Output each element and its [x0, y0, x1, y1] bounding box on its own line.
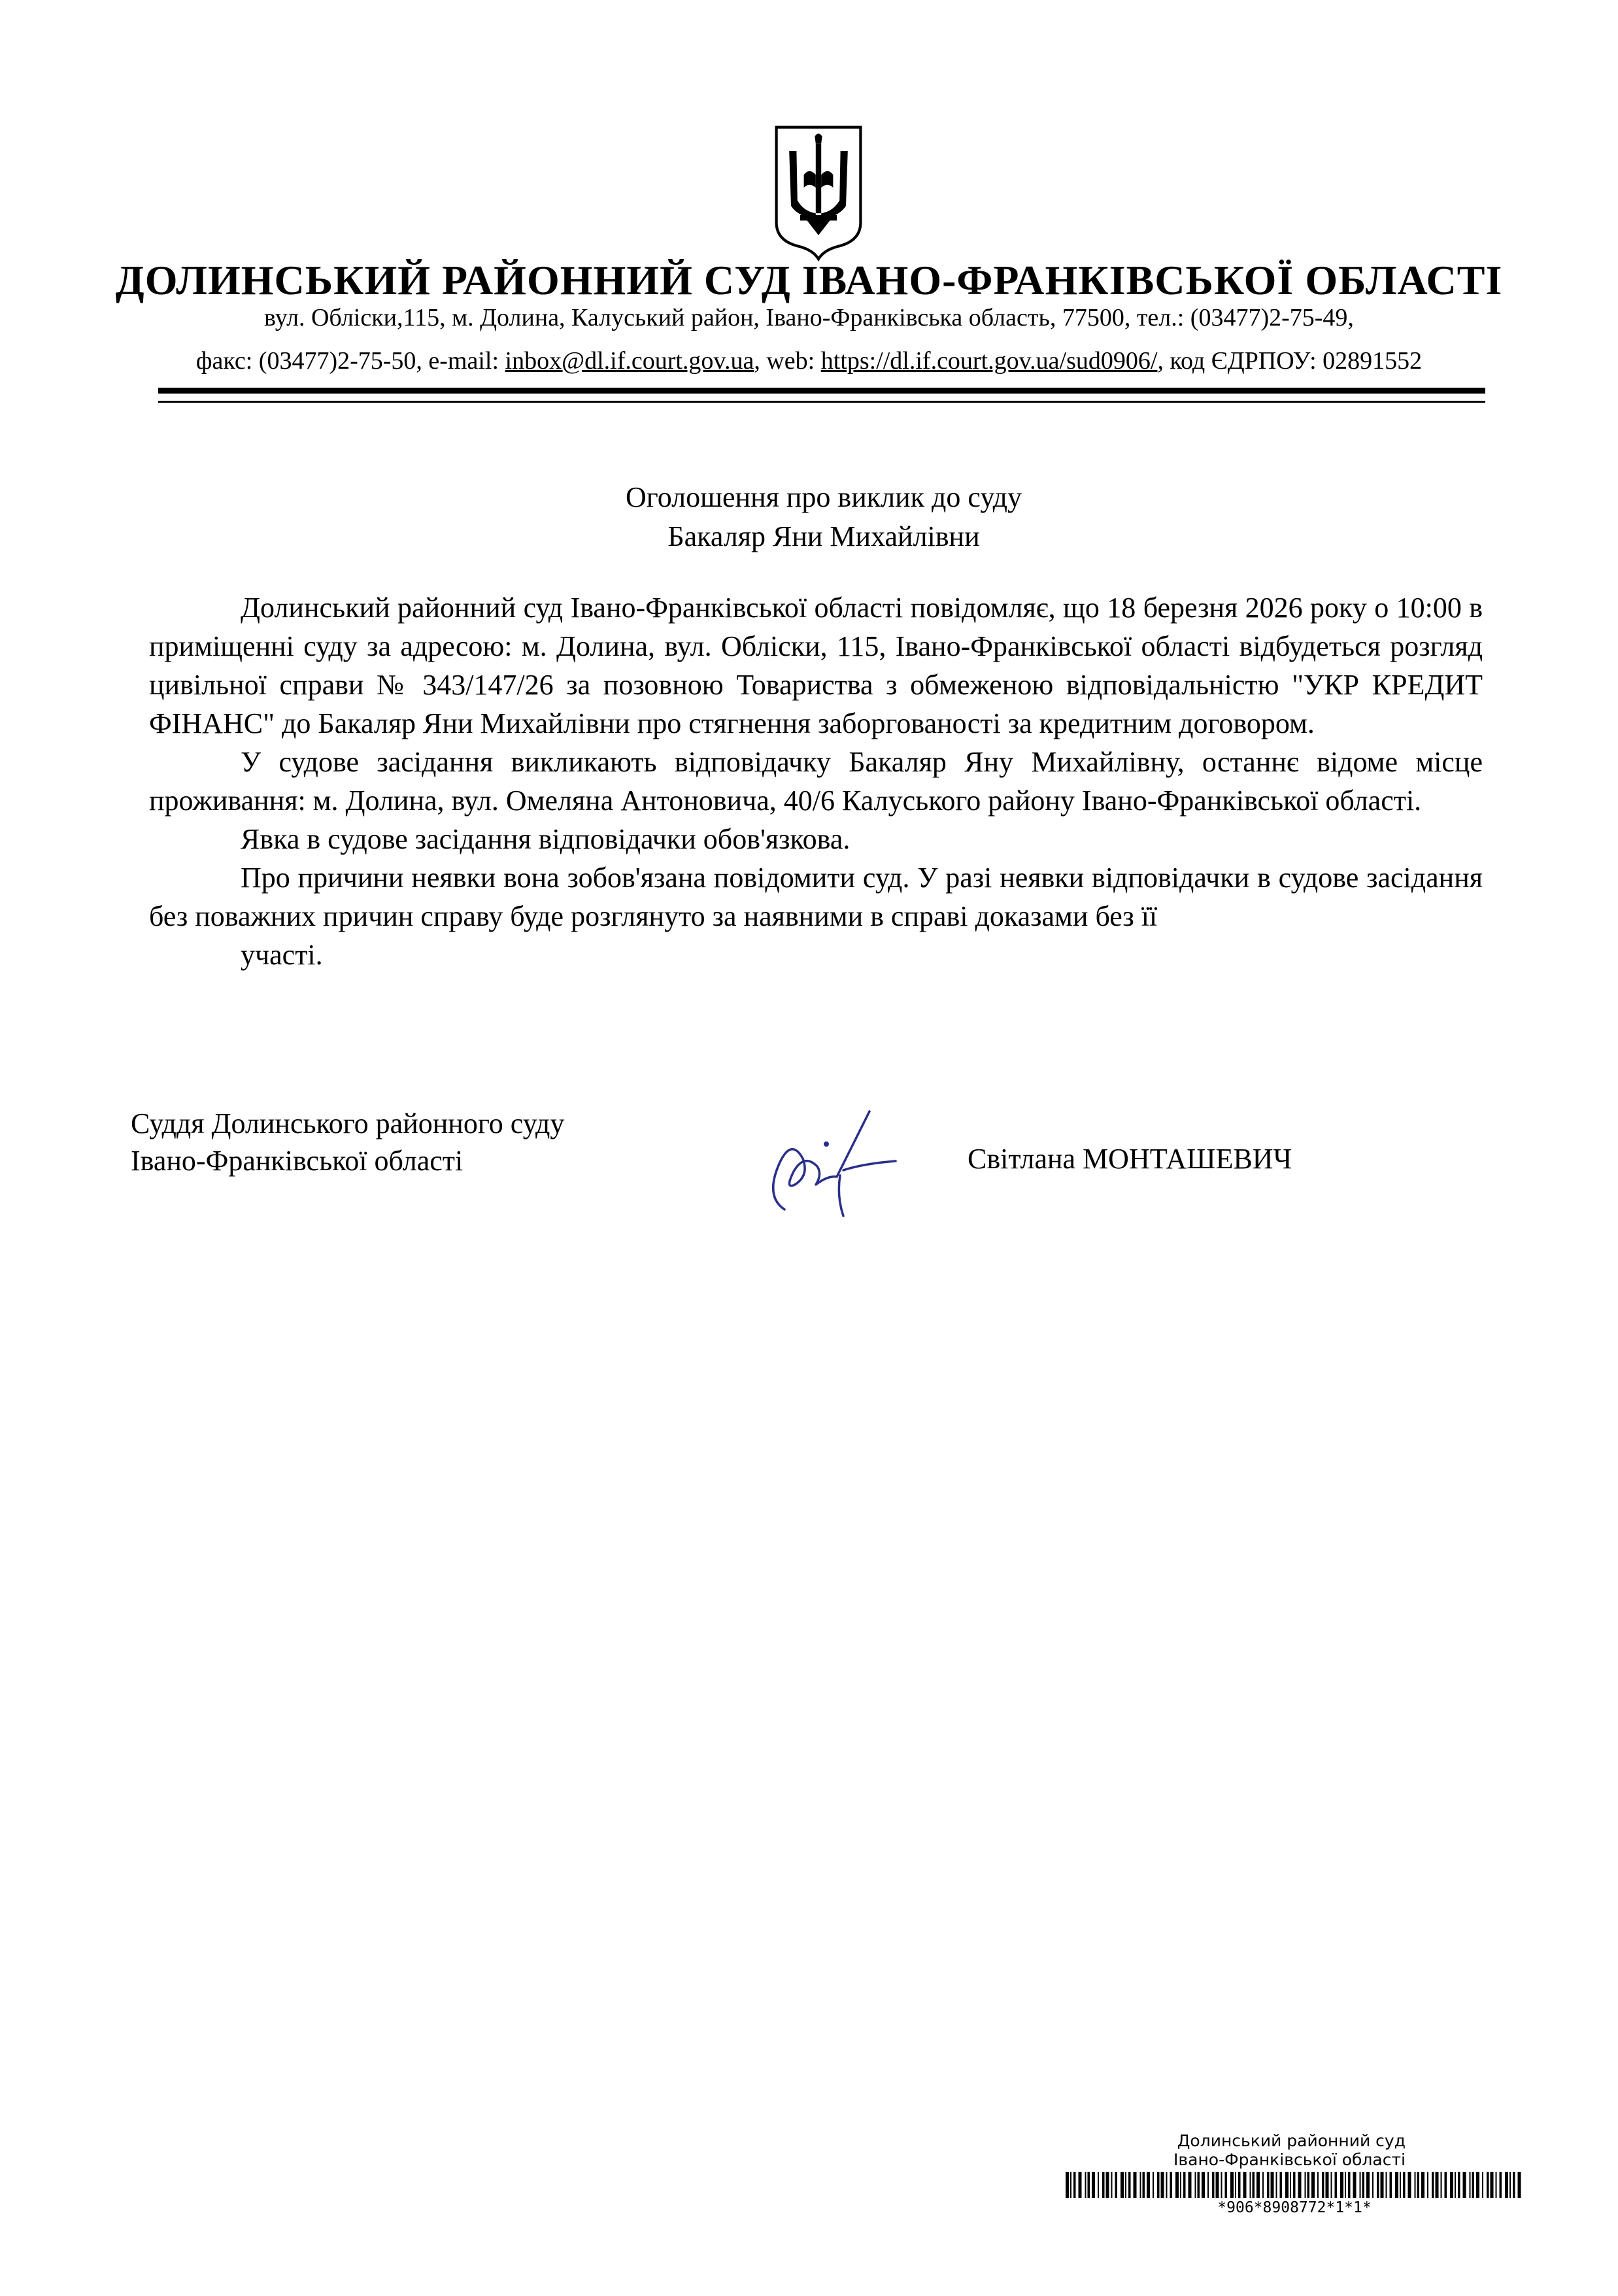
handwritten-signature — [739, 1098, 909, 1229]
barcode-bar — [1153, 2172, 1154, 2198]
barcode-bar — [1345, 2172, 1346, 2198]
barcode-bar — [1262, 2172, 1264, 2198]
barcode-bar — [1450, 2172, 1453, 2198]
barcode-bar — [1386, 2172, 1387, 2198]
barcode-bar — [1415, 2172, 1416, 2198]
barcode-bar — [1225, 2172, 1228, 2198]
barcode-bar — [1170, 2172, 1173, 2198]
barcode-bar — [1073, 2172, 1076, 2198]
paragraph-summons: У судове засідання викликають відповідачку Бакаляр Яну Михайлівну, останнє відоме місце проживання: м. Долина, вул. Омеляна Антоновича, 40/6 Калуського району Івано-Франківської області. — [149, 746, 1483, 817]
barcode-bar — [1335, 2172, 1338, 2198]
barcode-bar — [1290, 2172, 1291, 2198]
barcode-bar — [1243, 2172, 1247, 2198]
barcode-bar — [1250, 2172, 1251, 2198]
court-name-heading: ДОЛИНСЬКИЙ РАЙОННИЙ СУД ІВАНО-ФРАНКІВСЬКОЇ ОБЛАСТІ — [115, 257, 1503, 303]
barcode-bar — [1326, 2172, 1329, 2198]
barcode-bar — [1202, 2172, 1205, 2198]
barcode-bar — [1445, 2172, 1447, 2198]
barcode-bar — [1360, 2172, 1361, 2198]
barcode-bar — [1487, 2172, 1489, 2198]
web-prefix: , web: — [754, 347, 821, 375]
barcode-bar — [1106, 2172, 1109, 2198]
barcode-bar — [1353, 2172, 1357, 2198]
barcode-bar — [1390, 2172, 1392, 2198]
barcode-bar — [1276, 2172, 1277, 2198]
barcode-bar — [1235, 2172, 1236, 2198]
barcode-bar — [1253, 2172, 1255, 2198]
judge-name: Світлана МОНТАШЕВИЧ — [968, 1143, 1292, 1175]
judge-title — [131, 1105, 564, 1179]
barcode-bar — [1331, 2172, 1332, 2198]
barcode-bar — [1458, 2172, 1460, 2198]
barcode-bar — [1395, 2172, 1398, 2198]
barcode-bar — [1400, 2172, 1401, 2198]
barcode-bar — [1238, 2172, 1241, 2198]
email-link[interactable]: inbox@dl.if.court.gov.ua — [505, 347, 754, 375]
barcode-bar — [1293, 2172, 1296, 2198]
barcode-bar — [1496, 2172, 1497, 2198]
barcode-bar — [1441, 2172, 1442, 2198]
barcode-bar — [1070, 2172, 1071, 2198]
barcode — [1066, 2172, 1523, 2198]
barcode-bar — [1436, 2172, 1439, 2198]
stamp-region-line: Івано-Франківської області — [1173, 2150, 1406, 2169]
barcode-bar — [1121, 2172, 1124, 2198]
paragraph-hearing: Долинський районний суд Івано-Франківської області повідомляє, що 18 березня 2026 року о 10:00 в приміщенні суду за адресою: м. Долина, вул. Обліски, 115, Івано-Франківської області відбудеться розгляд цивільної справи № 343/147/26 за позовною Товариства з обмеженою відповідальністю "УКР КРЕДИТ ФІНАНС" до Бакаляр Яни Михайлівни про стягнення заборгованості за кредитним договором. — [149, 592, 1483, 739]
barcode-bar — [1472, 2172, 1475, 2198]
barcode-bar — [1362, 2172, 1365, 2198]
barcode-bar — [1509, 2172, 1511, 2198]
barcode-bar — [1317, 2172, 1319, 2198]
notice-subtitle: Бакаляр Яни Михайлівни — [667, 520, 980, 552]
judge-title-line2: Івано-Франківської області — [131, 1145, 463, 1177]
barcode-bar — [1147, 2172, 1150, 2198]
barcode-bar — [1161, 2172, 1164, 2198]
barcode-bar — [1140, 2172, 1141, 2198]
court-address: вул. Обліски,115, м. Долина, Калуський район, Івано-Франківська область, 77500, тел.: (03477)2-75-49, — [264, 304, 1354, 331]
barcode-bar — [1092, 2172, 1095, 2198]
barcode-bar — [1463, 2172, 1466, 2198]
barcode-bar — [1188, 2172, 1192, 2198]
barcode-bar — [1166, 2172, 1168, 2198]
header-divider-thick — [158, 388, 1485, 394]
barcode-bar — [1098, 2172, 1099, 2198]
barcode-bar — [1230, 2172, 1234, 2198]
barcode-bar — [1513, 2172, 1515, 2198]
edrpou-code: , код ЄДРПОУ: 02891552 — [1157, 347, 1423, 375]
barcode-bar — [1125, 2172, 1126, 2198]
barcode-bar — [1180, 2172, 1181, 2198]
barcode-bar — [1175, 2172, 1179, 2198]
stamp-court-line: Долинський районний суд — [1177, 2131, 1406, 2150]
fax-text: факс: (03477)2-75-50, e-mail: — [195, 347, 505, 375]
barcode-bar — [1311, 2172, 1315, 2198]
barcode-bar — [1505, 2172, 1508, 2198]
barcode-bar — [1305, 2172, 1306, 2198]
barcode-bar — [1491, 2172, 1494, 2198]
barcode-bar — [1115, 2172, 1118, 2198]
barcode-bar — [1256, 2172, 1260, 2198]
barcode-bar — [1427, 2172, 1428, 2198]
barcode-bar — [1403, 2172, 1406, 2198]
barcode-bar — [1348, 2172, 1351, 2198]
barcode-bar — [1271, 2172, 1274, 2198]
website-link[interactable]: https://dl.if.court.gov.ua/sud0906/ — [820, 347, 1158, 375]
barcode-bar — [1128, 2172, 1131, 2198]
notice-title: Оголошення про виклик до суду — [626, 481, 1022, 513]
barcode-bar — [1221, 2172, 1222, 2198]
barcode-bar — [1085, 2172, 1087, 2198]
barcode-bar — [1482, 2172, 1483, 2198]
paragraph-attendance: Явка в судове засідання відповідачки обов'язкова. — [241, 823, 851, 855]
notice-body — [149, 588, 1483, 974]
barcode-bar — [1111, 2172, 1113, 2198]
barcode-bar — [1372, 2172, 1374, 2198]
barcode-bar — [1134, 2172, 1137, 2198]
barcode-bar — [1207, 2172, 1209, 2198]
barcode-number: *906*8908772*1*1* — [1217, 2199, 1372, 2216]
barcode-bar — [1432, 2172, 1434, 2198]
barcode-bar — [1470, 2172, 1471, 2198]
judge-title-line1: Суддя Долинського районного суду — [131, 1107, 565, 1140]
barcode-bar — [1322, 2172, 1324, 2198]
barcode-bar — [1285, 2172, 1289, 2198]
barcode-bar — [1267, 2172, 1270, 2198]
barcode-bar — [1198, 2172, 1200, 2198]
barcode-bar — [1212, 2172, 1215, 2198]
barcode-bar — [1476, 2172, 1479, 2198]
barcode-bar — [1280, 2172, 1283, 2198]
barcode-bar — [1066, 2172, 1069, 2198]
barcode-bar — [1102, 2172, 1105, 2198]
barcode-bar — [1088, 2172, 1090, 2198]
court-contacts — [0, 346, 1618, 375]
barcode-bar — [1518, 2172, 1521, 2198]
paragraph-absence-end: участі. — [241, 939, 323, 971]
barcode-bar — [1143, 2172, 1145, 2198]
barcode-bar — [1421, 2172, 1424, 2198]
header-divider-thin — [158, 401, 1485, 403]
barcode-bar — [1500, 2172, 1502, 2198]
barcode-bar — [1417, 2172, 1420, 2198]
barcode-bar — [1366, 2172, 1370, 2198]
barcode-bar — [1079, 2172, 1082, 2198]
barcode-bar — [1408, 2172, 1411, 2198]
barcode-bar — [1298, 2172, 1302, 2198]
barcode-bar — [1455, 2172, 1456, 2198]
registration-stamp — [1066, 2131, 1523, 2216]
barcode-bar — [1307, 2172, 1310, 2198]
barcode-bar — [1195, 2172, 1196, 2198]
coat-of-arms-icon — [773, 123, 864, 262]
barcode-bar — [1183, 2172, 1186, 2198]
paragraph-absence: Про причини неявки вона зобов'язана повідомити суд. У разі неявки відповідачки в судове засідання без поважних причин справу буде розглянуто за наявними в справі доказами без її — [149, 862, 1483, 932]
barcode-bar — [1381, 2172, 1384, 2198]
barcode-bar — [1216, 2172, 1219, 2198]
barcode-bar — [1377, 2172, 1379, 2198]
barcode-bar — [1340, 2172, 1343, 2198]
barcode-bar — [1157, 2172, 1160, 2198]
